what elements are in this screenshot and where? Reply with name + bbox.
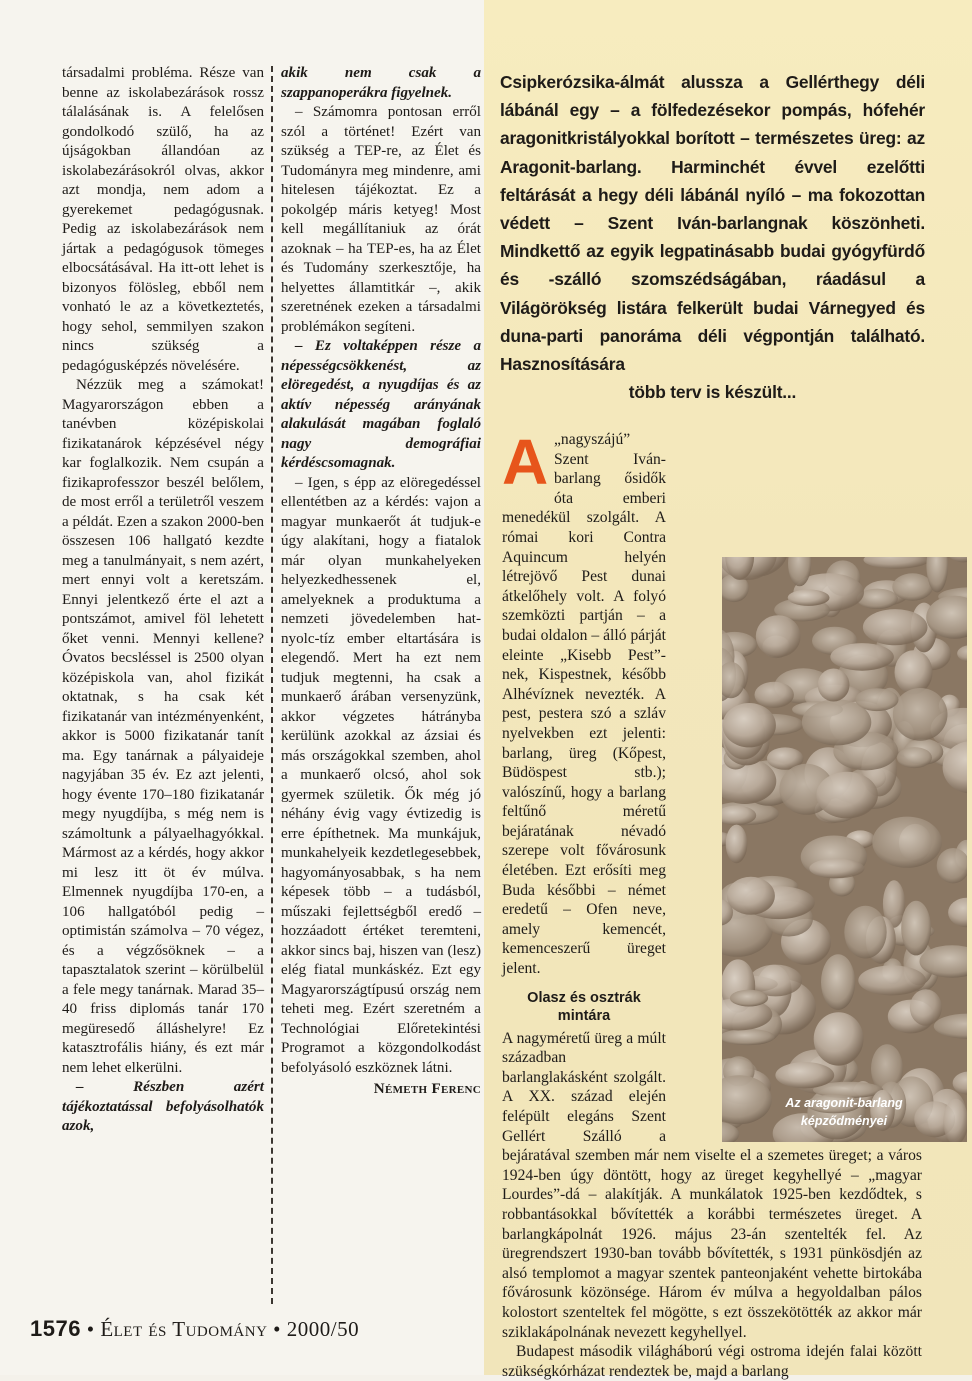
aragonite-nodule: [821, 954, 855, 1010]
footer-separator: •: [273, 1317, 282, 1341]
aragonite-nodule: [901, 901, 931, 956]
aragonite-nodule: [858, 965, 926, 995]
aragonite-nodule: [872, 817, 942, 868]
page-number: 1576: [30, 1316, 81, 1341]
interview-question-continued: akik nem csak a szappanoperákra figyelnek.: [281, 65, 481, 101]
subheading-line: Olasz és osztrák: [527, 989, 641, 1006]
interview-question: – Részben azért tájékoztatással befolyásolhatók azok,: [62, 1079, 264, 1134]
aragonite-nodule: [788, 590, 830, 606]
aragonite-nodule: [895, 650, 933, 694]
aragonite-nodule: [726, 825, 748, 864]
aragonite-nodule: [818, 669, 850, 702]
lead-text: Csipkerózsika-álmát alussza a Gellérthegy déli lábánál egy – a fölfedezésekor pompás, hófehér aragonitkristályokkal borított – természetes üreg: az Aragonit-barlang. Harminchét évvel ezelőtti feltárását a hegy déli lábánál nyíló – ma fokozottan védett – Szent Iván-barlangnak köszönheti. Mindkettő az egyik legpatinásabb budai gyógyfürdő és -szálló szomszédságában, ráadásul a Világörökség listára felkerült budai Várnegyed és duna-parti panoráma déli végpontján található. Hasznosítására: [500, 72, 925, 375]
aragonite-nodule: [816, 772, 878, 819]
aragonite-nodule: [814, 1012, 864, 1065]
text-column-2: [281, 64, 481, 1100]
page-footer: [30, 1316, 359, 1342]
aragonite-nodule: [892, 573, 933, 600]
aragonite-nodule: [756, 615, 801, 657]
aragonite-nodule: [809, 859, 864, 879]
aragonite-nodule: [910, 989, 942, 1025]
article-paragraph-text: „nagyszájú” Szent Iván-barlang ősidők óta emberi menedékül szolgált. A római kori Contra Aquincum helyén létrejövő Pest dunai átkelőhely volt. A folyó szemközti partján – a budai oldalon – álló párját eleinte „Kisebb Pest”-nek, Kispestnek, később Alhévíznek nevezték. A pest, pestera szó a szláv nyelvekben ezt jelenti: barlang, üreg (Kőpest, Büdöspest stb.); valószínű, hogy a barlang feltűnő méretű bejáratának névadó szerepe volt fővárosunk életében. Ezt erősíti meg Buda későbbi – német eredetű – Ofen neve, amely kemencét, kemenceszerű üreget jelent.: [502, 431, 666, 978]
aragonite-nodule: [775, 1062, 834, 1088]
aragonite-nodule: [727, 877, 775, 915]
paragraph: – Igen, s épp az elöregedéssel ellentétben az a kérdés: vajon a magyar munkaerőt át tudjuk-e úgy alakítani, hogy a fiatalok már olyan munkahelyeken helyezkedhessenek el, amelyeknek a produktuma a nemzeti jövedelemben hat-nyolc-tíz ember eltartására is elegendő. Mert ha ezt nem tudjuk megtenni, ha csak a munkaerő árában versenyzünk, akkor végzetes hátrányba kerülünk azokkal az ázsiai és más országokkal szemben, ahol a munkaerő olcsó, ahol sok gyermek születik. Ők még jó néhány évig vagy évtizedig is erre építhetnek. Ma munkájuk, munkahelyeik kezdetlegesebbek, hagyományosabbak, s ha nem képesek több – a tudásból, műszaki fejlettségből eredő – hozzáadott értéket teremteni, akkor sincs baj, hiszen van (lesz) elég fiatal munkáskéz. Ezt egy Magyarországtípusú ország nem teheti meg. Ezért szeretném a Technológiai Előretekintési Programot a közgondolkodást befolyásoló eszköznek látni.: [281, 474, 481, 1076]
aragonite-nodule: [844, 906, 886, 959]
lead-last-line: több terv is készült...: [628, 382, 797, 403]
aragonite-nodule: [730, 990, 768, 1007]
paragraph: társadalmi probléma. Része van benne az iskolabezárások rossz tálalásának is. A felelősen gondolkodó szülő, ha az újságokban állandóan az iskolabezárásokról olvas, akkor azt mondja, nem adom a gyerekemet pedagógusnak. Pedig az iskolabezárások nem jártak a pedagógusok tömeges elbocsátásával. Ha itt-ott lehet is bizonyos fölösleg, ebből nem vonható le az a következtetés, hogy sehol, semmilyen szakon nincs szükség a pedagógusképzés növelésére.: [62, 65, 264, 374]
photo-caption-line: Az aragonit-barlang: [785, 1096, 903, 1110]
photo-caption-line: képződményei: [800, 1114, 888, 1128]
article-paragraph: Budapest második világháború végi ostroma idején falai között szükségkórházat rendeztek be, majd a barlang: [502, 1343, 922, 1380]
aragonite-nodule: [897, 747, 932, 768]
column-divider: [271, 66, 273, 1304]
article-lead: [500, 68, 925, 406]
aragonite-nodule: [863, 609, 928, 645]
paragraph: Nézzük meg a számokat! Magyarországon ebben a tanévben középiskolai fizikatanárok képzésével négy kar foglalkozik. Nem csupán a fizikaprofesszor beszél belőlem, de most erről a területről veszem a példát. Ezen a szakon 2000-ben összesen 106 hallgató kezdte meg a tanulmányait, s nem azért, mert ennyi volt a keretszám. Ennyi jelentkező érte el azt a pontszámot, amivel föl lehetett őket venni. Mennyi kellene? Óvatos becsléssel is 2500 olyan középiskola van, ahol fizikát oktatnak, s ha csak két fizikatanár van intézményenként, akkor is 5000 fizikatanár tanít ma. Egy tanárnak a pályaideje nagyjában 35 év. Ez azt jelenti, hogy évente 170–180 fizikatanár megy nyugdíjba, s még nem is számoltunk a pályaelhagyókkal. Mármost az a kérdés, hogy akkor mi lesz itt öt év múlva. Elmennek nyugdíjba 170-en, a 106 hallgatóból pedig – optimistán számolva – 70 végez, és a végzősöknek – a tapasztalatok szerint – körülbelül a fele megy tanárnak. Marad 35–40 friss diplomás tanár 170 megüresedő álláshelyre! Ez katasztrofális hiány, és ezt már nem lehet elkerülni.: [62, 377, 265, 1076]
aragonite-texture: [722, 557, 967, 1142]
paragraph: – Számomra pontosan erről szól a történet! Ezért van szükség a TEP-re, az Élet és Tudományra meg mindenre, ami hitelesen tájékoztat. Ez a pokolgép máris ketyeg! Most kell megállítaniuk az órát azoknak – ha TEP-es, ha az Élet és Tudomány szerkesztője, ha helyettes államtitkár –, akik szeretnének ezeken a társadalmi problémákon segíteni.: [281, 104, 481, 335]
text-column-1: [62, 64, 264, 1137]
drop-cap: A: [502, 426, 549, 498]
aragonite-nodule: [755, 682, 794, 708]
footer-separator: •: [86, 1317, 95, 1341]
aragonite-nodule: [723, 703, 776, 747]
aragonite-photo: [722, 557, 967, 1142]
aragonite-nodule: [893, 688, 948, 741]
aragonite-nodule: [722, 1029, 775, 1045]
aragonite-nodule: [830, 643, 894, 671]
issue-number: 2000/50: [286, 1317, 360, 1341]
magazine-title: Élet és Tudomány: [100, 1317, 268, 1341]
interview-question: – Ez voltaképpen része a népességcsökkenést, az elöregedést, a nyugdíjas és az aktív népesség arányának alakulását magában foglaló nagy demográfiai kérdéscsomagnak.: [281, 338, 481, 471]
article-paragraph: A nagyméretű üreg a múlt században barlanglakásként szolgált. A XX. század elején felépült elegáns Szent Gellért Szálló a bejáratával szemben már nem viselte el a szemetes üreget; a város 1924-ben úgy döntött, hogy az üreget kegyhellyé – „magyar Lourdes”-dá – alakítják. A munkálatok 1925-ben kezdődtek, s robbantásokkal bővítették a korábbi természetes üreget. A barlangkápolnát 1926. május 23-án szentelték fel. Az üregrendszert 1930-ban tovább bővítették, s 1931 pünkösdjén az alsó templomot a magyar szentek panteonjaként vehette birtokába fővárosunk közönsége. Három év múlva a hegyoldalban pálos kolostort szenteltek fel mögötte, s ezt összekötötték az akkor már sziklakápolnának nevezett kegyhellyel.: [502, 1029, 922, 1341]
author-signature: Németh Ferenc: [373, 1081, 481, 1097]
subheading-line: mintára: [557, 1007, 611, 1024]
aragonite-nodule: [802, 699, 871, 745]
